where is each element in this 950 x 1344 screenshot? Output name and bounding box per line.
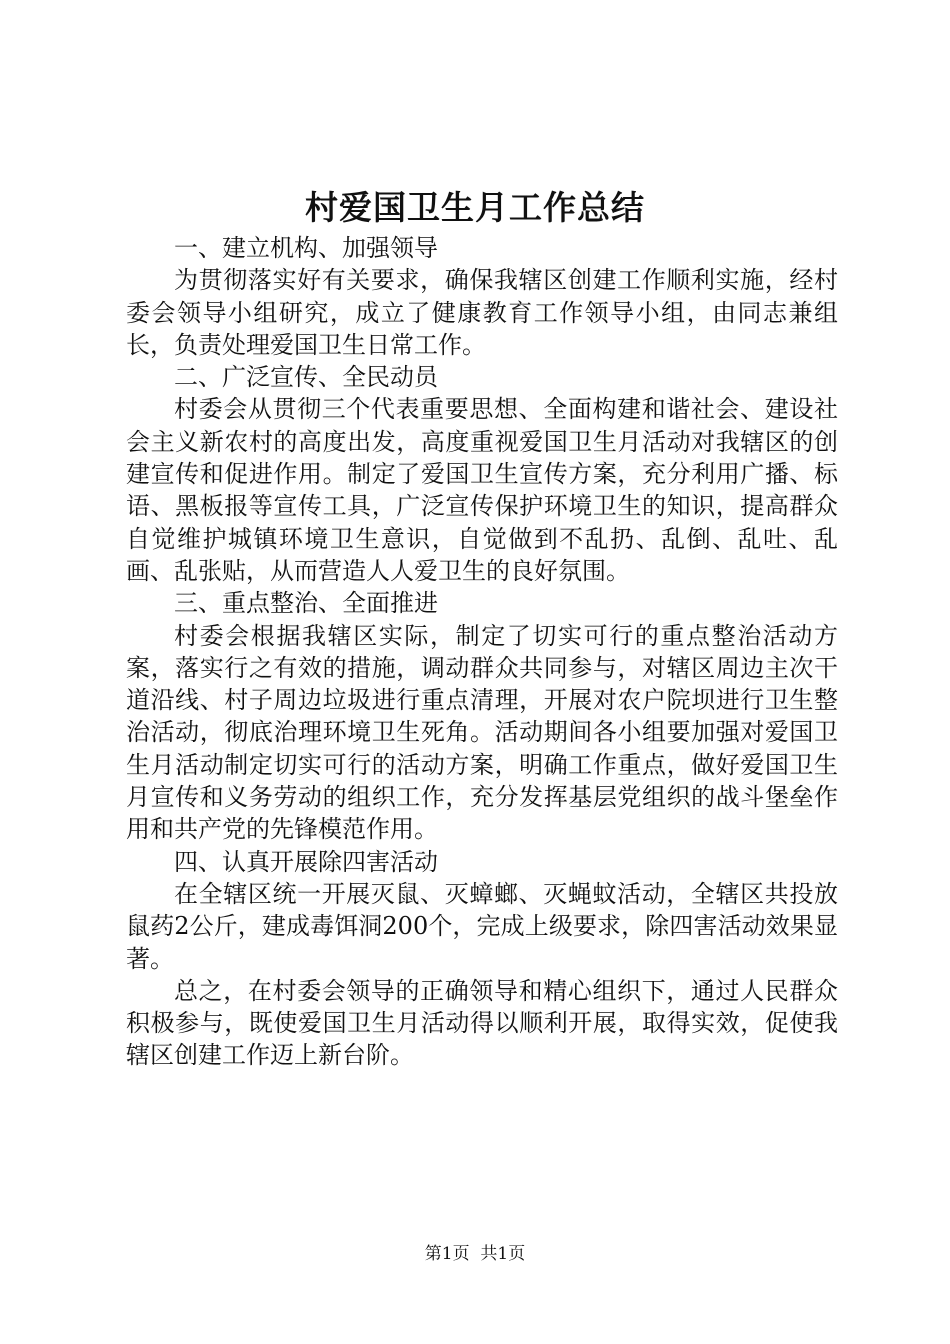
section-heading: 二、广泛宣传、全民动员 [174, 363, 438, 392]
page-number-label: 第1页 共1页 [424, 1244, 526, 1264]
section-paragraph: 村委会从贯彻三个代表重要思想、全面构建和谐社会、建设社会主义新农村的高度出发，高度重视爱国卫生月活动对我辖区的创建宣传和促进作用。制定了爱国卫生宣传方案，充分利用广播、标语、黑板报等宣传工具，广泛宣传保护环境卫生的知识，提高群众自觉维护城镇环境卫生意识，自觉做到不乱扔、乱倒、乱吐、乱画、乱张贴，从而营造人人爱卫生的良好氛围。 [126, 395, 838, 585]
section-heading: 四、认真开展除四害活动 [174, 847, 438, 876]
page-footer [0, 1242, 950, 1266]
document-body [126, 232, 838, 1072]
section-paragraph: 村委会根据我辖区实际，制定了切实可行的重点整治活动方案，落实行之有效的措施，调动群众共同参与，对辖区周边主次干道沿线、村子周边垃圾进行重点清理，开展对农户院坝进行卫生整治活动，彻底治理环境卫生死角。活动期间各小组要加强对爱国卫生月活动制定切实可行的活动方案，明确工作重点，做好爱国卫生月宣传和义务劳动的组织工作，充分发挥基层党组织的战斗堡垒作用和共产党的先锋模范作用。 [126, 621, 838, 844]
section-heading: 三、重点整治、全面推进 [174, 589, 438, 618]
section-paragraph: 在全辖区统一开展灭鼠、灭蟑螂、灭蝇蚊活动，全辖区共投放鼠药2公斤，建成毒饵洞200个，完成上级要求，除四害活动效果显著。 [126, 879, 838, 973]
conclusion-paragraph: 总之，在村委会领导的正确领导和精心组织下，通过人民群众积极参与，既使爱国卫生月活动得以顺利开展，取得实效，促使我辖区创建工作迈上新台阶。 [126, 976, 838, 1070]
section-heading: 一、建立机构、加强领导 [174, 234, 438, 262]
document-title: 村爱国卫生月工作总结 [305, 188, 645, 227]
section-paragraph: 为贯彻落实好有关要求，确保我辖区创建工作顺利实施，经村委会领导小组研究，成立了健康教育工作领导小组，由同志兼组长，负责处理爱国卫生日常工作。 [126, 266, 838, 359]
